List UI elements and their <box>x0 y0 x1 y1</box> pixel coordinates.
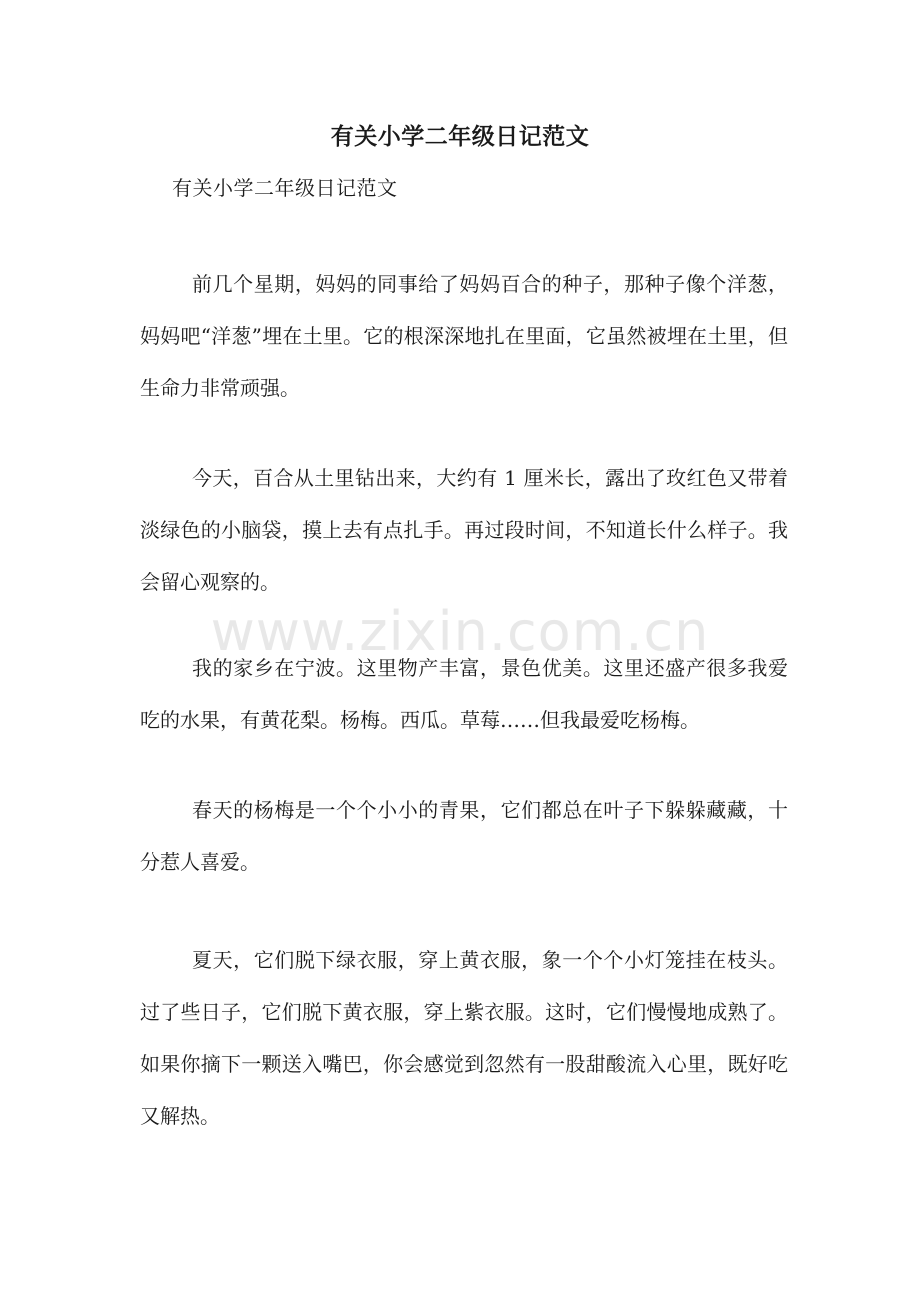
paragraph: 今天，百合从土里钻出来，大约有 1 厘米长，露出了玫红色又带着淡绿色的小脑袋，摸上去有点扎手。再过段时间，不知道长什么样子。我会留心观察的。 <box>140 466 788 594</box>
paragraph: 夏天，它们脱下绿衣服，穿上黄衣服，象一个个小灯笼挂在枝头。过了些日子，它们脱下黄衣服，穿上紫衣服。这时，它们慢慢地成熟了。如果你摘下一颗送入嘴巴，你会感觉到忽然有一股甜酸流入心里，既好吃又解热。 <box>140 948 788 1128</box>
document-title: 有关小学二年级日记范文 <box>330 123 590 150</box>
paragraph: 前几个星期，妈妈的同事给了妈妈百合的种子，那种子像个洋葱，妈妈吧“洋葱”埋在土里。它的根深深地扎在里面，它虽然被埋在土里，但生命力非常顽强。 <box>140 272 788 400</box>
document-subtitle: 有关小学二年级日记范文 <box>172 176 398 200</box>
paragraph: 我的家乡在宁波。这里物产丰富，景色优美。这里还盛产很多我爱吃的水果，有黄花梨。杨梅。西瓜。草莓……但我最爱吃杨梅。 <box>140 656 788 732</box>
paragraph: 春天的杨梅是一个个小小的青果，它们都总在叶子下躲躲藏藏，十分惹人喜爱。 <box>140 798 788 874</box>
watermark: www.zixin.com.cn <box>210 600 710 663</box>
